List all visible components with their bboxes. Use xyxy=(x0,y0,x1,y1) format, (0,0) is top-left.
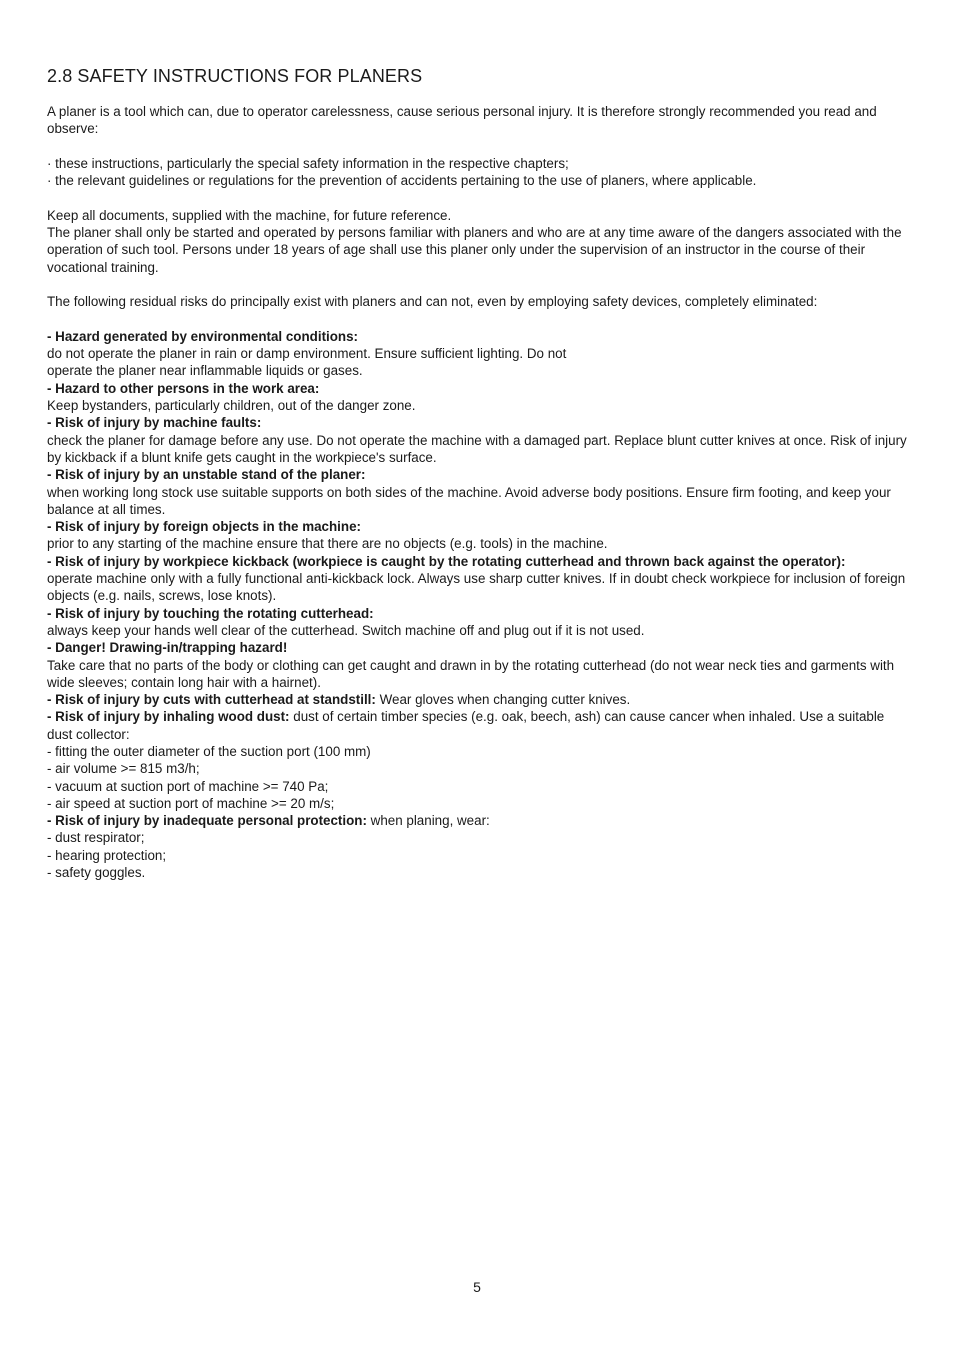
hazard-text: prior to any starting of the machine ensure that there are no objects (e.g. tools) in the machine. xyxy=(47,536,608,552)
hazard-heading: - Risk of injury by cuts with cutterhead at standstill: xyxy=(47,692,376,708)
hazard-heading: - Hazard to other persons in the work area: xyxy=(47,380,320,396)
hazard-heading: - Hazard generated by environmental conditions: xyxy=(47,328,359,344)
protection-item: - safety goggles. xyxy=(47,865,146,881)
dust-requirement: - fitting the outer diameter of the suction port (100 mm) xyxy=(47,743,371,759)
hazard-heading: - Risk of injury by inhaling wood dust: xyxy=(47,709,290,725)
dust-requirement: - air speed at suction port of machine >= 20 m/s; xyxy=(47,795,335,811)
hazard-text: check the planer for damage before any use. Do not operate the machine with a damaged part. Replace blunt cutter knives at once. Risk of injury by kickback if a blunt knife gets caught in the workpiece's surface. xyxy=(47,432,907,465)
hazard-text: operate machine only with a fully functional anti-kickback lock. Always use sharp cutter knives. If in doubt check workpiece for inclusion of foreign objects (e.g. nails, screws, lose knots). xyxy=(47,571,906,604)
dust-requirement: - vacuum at suction port of machine >= 740 Pa; xyxy=(47,778,329,794)
keep-documents-text: Keep all documents, supplied with the machine, for future reference. xyxy=(47,207,452,223)
intro-paragraph: A planer is a tool which can, due to operator carelessness, cause serious personal injury. It is therefore strongly recommended you read and observe: xyxy=(47,104,877,137)
hazard-text: when working long stock use suitable supports on both sides of the machine. Avoid adverse body positions. Ensure firm footing, and keep your balance at all times. xyxy=(47,484,891,517)
hazard-heading: - Risk of injury by an unstable stand of the planer: xyxy=(47,467,366,483)
hazard-heading: - Risk of injury by workpiece kickback (workpiece is caught by the rotating cutterhead and thrown back against the operator): xyxy=(47,553,846,569)
section-title: 2.8 SAFETY INSTRUCTIONS FOR PLANERS xyxy=(47,66,423,86)
dust-requirement: - air volume >= 815 m3/h; xyxy=(47,761,200,777)
hazard-heading: - Risk of injury by foreign objects in the machine: xyxy=(47,519,361,535)
hazard-heading: - Risk of injury by touching the rotating cutterhead: xyxy=(47,605,374,621)
hazard-heading: - Risk of injury by inadequate personal protection: xyxy=(47,813,367,829)
residual-risks-intro: The following residual risks do principally exist with planers and can not, even by employing safety devices, completely eliminated: xyxy=(47,294,818,310)
protection-item: - dust respirator; xyxy=(47,830,145,846)
hazard-text: dust of certain timber species (e.g. oak, beech, ash) can cause cancer when inhaled. Use a suitable dust collector: xyxy=(47,709,885,742)
page-number: 5 xyxy=(473,1279,481,1295)
hazard-heading: - Risk of injury by machine faults: xyxy=(47,415,262,431)
hazard-text: when planing, wear: xyxy=(366,813,490,829)
hazard-text: Keep bystanders, particularly children, out of the danger zone. xyxy=(47,398,416,414)
hazard-text: do not operate the planer in rain or damp environment. Ensure sufficient lighting. Do not xyxy=(47,346,567,362)
bullet-item: · the relevant guidelines or regulations for the prevention of accidents pertaining to the use of planers, where applicable. xyxy=(47,173,757,189)
cuts-paragraph xyxy=(47,691,909,708)
operators-paragraph: The planer shall only be started and operated by persons familiar with planers and who are at any time aware of the dangers associated with the operation of such tool. Persons under 18 years of age shall use this planer only under the supervision of an instructor in the course of their vocational training. xyxy=(47,225,902,275)
hazard-text: always keep your hands well clear of the cutterhead. Switch machine off and plug out if it is not used. xyxy=(47,622,645,638)
hazard-text: Wear gloves when changing cutter knives. xyxy=(375,692,631,708)
dust-paragraph xyxy=(47,708,909,743)
protection-item: - hearing protection; xyxy=(47,847,167,863)
hazard-heading: - Danger! Drawing-in/trapping hazard! xyxy=(47,640,288,656)
bullet-item: · these instructions, particularly the special safety information in the respective chapters; xyxy=(47,155,569,171)
hazard-text: operate the planer near inflammable liquids or gases. xyxy=(47,363,363,379)
hazard-text: Take care that no parts of the body or clothing can get caught and drawn in by the rotating cutterhead (do not wear neck ties and garments with wide sleeves; contain long hair with a hairnet). xyxy=(47,657,895,690)
protection-paragraph xyxy=(47,812,909,829)
document-page xyxy=(47,65,909,881)
